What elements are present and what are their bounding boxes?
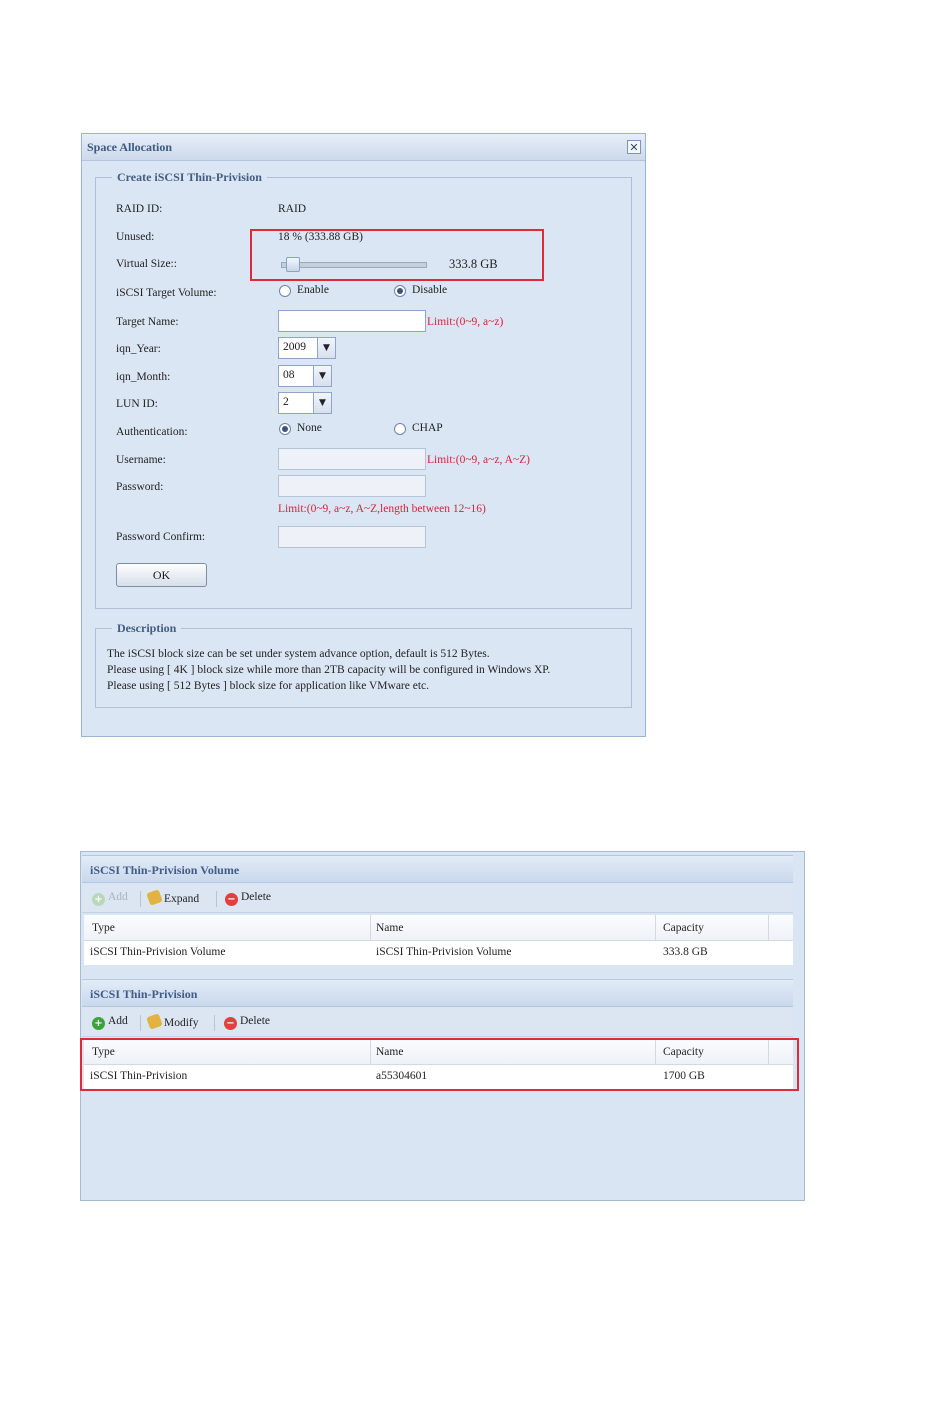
- thin-modify-button[interactable]: [148, 1015, 199, 1029]
- expand-icon: [146, 889, 163, 906]
- column-header-type[interactable]: Type: [92, 922, 115, 934]
- description-legend: Description: [112, 621, 181, 636]
- chevron-down-icon[interactable]: ▼: [317, 338, 335, 358]
- virtual-size-slider-thumb[interactable]: [286, 257, 300, 272]
- volume-expand-label: Expand: [164, 893, 200, 905]
- auth-none-radio[interactable]: [279, 423, 291, 435]
- volume-row-capacity[interactable]: 333.8 GB: [663, 946, 708, 958]
- auth-none-label: None: [297, 422, 322, 434]
- column-divider[interactable]: [370, 1039, 371, 1064]
- password-input[interactable]: [278, 475, 426, 497]
- lun-id-select[interactable]: [278, 392, 332, 414]
- target-name-input[interactable]: [278, 310, 426, 332]
- raid-id-label: RAID ID:: [116, 203, 163, 215]
- volume-row-type[interactable]: iSCSI Thin-Privision Volume: [90, 946, 226, 958]
- thin-row-name[interactable]: a55304601: [376, 1070, 428, 1082]
- volume-add-button[interactable]: [92, 891, 128, 906]
- delete-icon: −: [224, 1017, 237, 1030]
- iqn-month-label: iqn_Month:: [116, 371, 171, 383]
- auth-chap-label: CHAP: [412, 422, 443, 434]
- column-header-capacity[interactable]: Capacity: [663, 1046, 704, 1058]
- thin-delete-button[interactable]: [224, 1015, 270, 1030]
- add-icon: +: [92, 1017, 105, 1030]
- thin-modify-label: Modify: [164, 1017, 199, 1029]
- raid-id-value: RAID: [278, 203, 307, 215]
- thin-row-capacity[interactable]: 1700 GB: [663, 1070, 705, 1082]
- thin-table: [84, 1039, 793, 1089]
- password-hint: Limit:(0~9, a~z, A~Z,length between 12~16): [278, 503, 486, 515]
- username-hint: Limit:(0~9, a~z, A~Z): [427, 454, 530, 466]
- target-volume-disable-label: Disable: [412, 284, 448, 296]
- volume-table: [84, 915, 793, 965]
- iqn-year-select[interactable]: [278, 337, 336, 359]
- column-header-name[interactable]: Name: [376, 922, 404, 934]
- toolbar-divider: [140, 891, 141, 907]
- thin-section-title: iSCSI Thin-Privision: [90, 987, 198, 1001]
- modify-icon: [146, 1013, 163, 1030]
- dialog-title-bar[interactable]: [82, 134, 645, 161]
- target-volume-disable-radio[interactable]: [394, 285, 406, 297]
- virtual-size-value: 333.8 GB: [449, 257, 498, 271]
- ok-button[interactable]: OK: [116, 563, 207, 587]
- volume-section-title-bar: [82, 855, 793, 883]
- username-input[interactable]: [278, 448, 426, 470]
- empty-grid-area: [81, 1092, 793, 1194]
- column-divider[interactable]: [655, 915, 656, 940]
- toolbar-divider: [140, 1015, 141, 1031]
- close-icon[interactable]: ✕: [627, 140, 641, 154]
- target-name-label: Target Name:: [116, 316, 179, 328]
- volume-toolbar: [82, 885, 793, 913]
- description-line: Please using [ 512 Bytes ] block size for application like VMware etc.: [107, 680, 430, 692]
- add-icon: +: [92, 893, 105, 906]
- volume-row-name[interactable]: iSCSI Thin-Privision Volume: [376, 946, 512, 958]
- thin-section-title-bar: [82, 979, 793, 1007]
- toolbar-divider: [216, 891, 217, 907]
- lun-id-label: LUN ID:: [116, 398, 158, 410]
- delete-icon: −: [225, 893, 238, 906]
- target-volume-enable-radio[interactable]: [279, 285, 291, 297]
- iqn-year-label: iqn_Year:: [116, 343, 161, 355]
- column-header-capacity[interactable]: Capacity: [663, 922, 704, 934]
- virtual-size-slider-track[interactable]: [281, 262, 427, 268]
- iqn-month-select[interactable]: [278, 365, 332, 387]
- chevron-down-icon[interactable]: ▼: [313, 366, 331, 386]
- thin-toolbar: [82, 1009, 793, 1037]
- target-volume-enable-label: Enable: [297, 284, 329, 296]
- target-volume-label: iSCSI Target Volume:: [116, 287, 217, 299]
- thin-row-type[interactable]: iSCSI Thin-Privision: [90, 1070, 188, 1082]
- column-divider[interactable]: [768, 1039, 769, 1064]
- volume-delete-button[interactable]: [225, 891, 271, 906]
- toolbar-divider: [214, 1015, 215, 1031]
- thin-delete-label: Delete: [240, 1015, 271, 1027]
- iqn-month-value: 08: [283, 369, 295, 381]
- column-header-type[interactable]: Type: [92, 1046, 115, 1058]
- volume-delete-label: Delete: [241, 891, 272, 903]
- column-header-name[interactable]: Name: [376, 1046, 404, 1058]
- volume-add-label: Add: [108, 891, 128, 903]
- target-name-hint: Limit:(0~9, a~z): [427, 316, 504, 328]
- lun-id-value: 2: [283, 396, 289, 408]
- thin-add-button[interactable]: [92, 1015, 128, 1030]
- column-divider[interactable]: [655, 1039, 656, 1064]
- description-line: The iSCSI block size can be set under system advance option, default is 512 Bytes.: [107, 648, 490, 660]
- authentication-label: Authentication:: [116, 426, 188, 438]
- username-label: Username:: [116, 454, 166, 466]
- auth-chap-radio[interactable]: [394, 423, 406, 435]
- password-label: Password:: [116, 481, 164, 493]
- virtual-size-label: Virtual Size::: [116, 258, 177, 270]
- iqn-year-value: 2009: [283, 341, 306, 353]
- description-line: Please using [ 4K ] block size while more than 2TB capacity will be configured in Windows XP.: [107, 664, 551, 676]
- column-divider[interactable]: [768, 915, 769, 940]
- volume-expand-button[interactable]: [148, 891, 199, 905]
- unused-label: Unused:: [116, 231, 155, 243]
- volume-section-title: iSCSI Thin-Privision Volume: [90, 863, 240, 877]
- thin-add-label: Add: [108, 1015, 128, 1027]
- column-divider[interactable]: [370, 915, 371, 940]
- password-confirm-input[interactable]: [278, 526, 426, 548]
- unused-value: 18 % (333.88 GB): [278, 231, 363, 243]
- chevron-down-icon[interactable]: ▼: [313, 393, 331, 413]
- password-confirm-label: Password Confirm:: [116, 531, 206, 543]
- create-section-legend: Create iSCSI Thin-Privision: [112, 170, 267, 185]
- dialog-title: Space Allocation: [87, 140, 173, 154]
